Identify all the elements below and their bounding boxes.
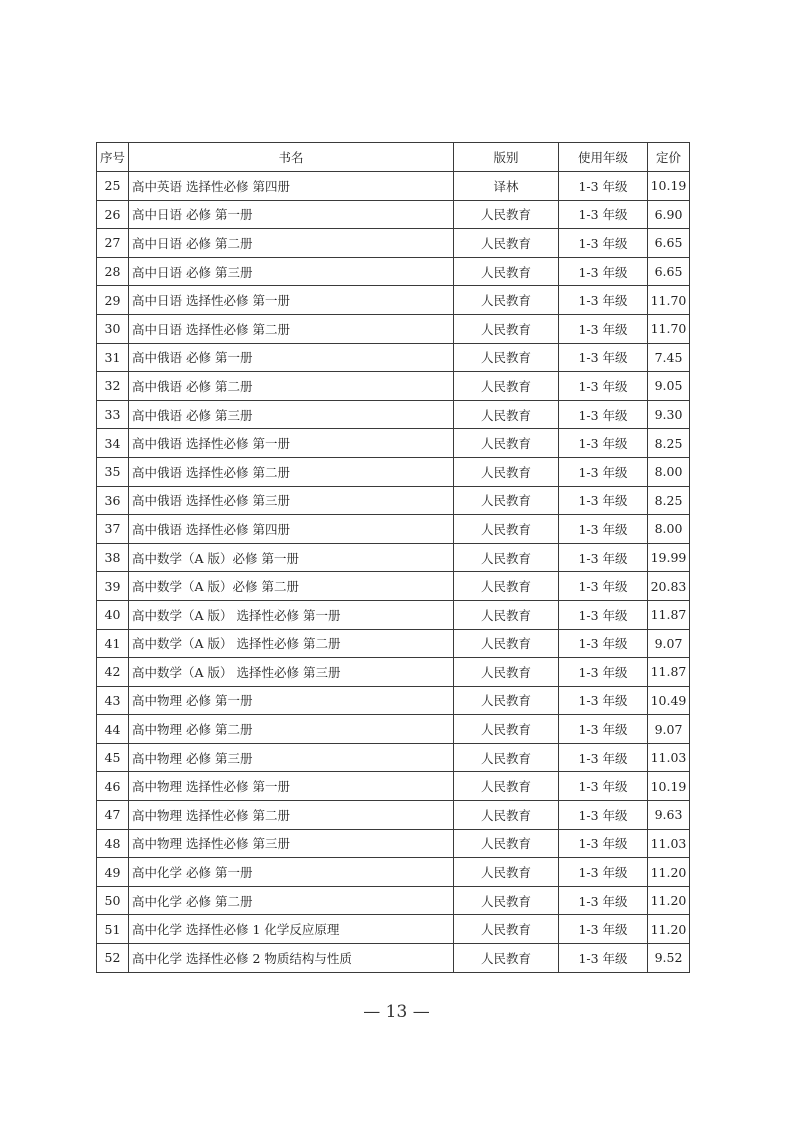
cell-publisher: 人民教育 xyxy=(454,543,559,572)
cell-seq: 31 xyxy=(97,343,129,372)
cell-title: 高中俄语 必修 第二册 xyxy=(129,372,454,401)
cell-price: 9.07 xyxy=(648,629,690,658)
cell-grade: 1-3 年级 xyxy=(559,801,648,830)
cell-grade: 1-3 年级 xyxy=(559,457,648,486)
header-publisher: 版别 xyxy=(454,143,559,172)
textbook-price-table xyxy=(96,142,690,973)
cell-publisher: 人民教育 xyxy=(454,715,559,744)
cell-price: 9.30 xyxy=(648,400,690,429)
cell-publisher: 人民教育 xyxy=(454,600,559,629)
cell-grade: 1-3 年级 xyxy=(559,286,648,315)
cell-publisher: 人民教育 xyxy=(454,944,559,973)
table-row xyxy=(97,801,690,830)
cell-title: 高中数学（A 版） 选择性必修 第三册 xyxy=(129,658,454,687)
cell-price: 8.00 xyxy=(648,515,690,544)
table-row xyxy=(97,886,690,915)
cell-price: 8.25 xyxy=(648,429,690,458)
table-row xyxy=(97,429,690,458)
cell-price: 6.65 xyxy=(648,229,690,258)
cell-publisher: 人民教育 xyxy=(454,429,559,458)
cell-grade: 1-3 年级 xyxy=(559,486,648,515)
cell-grade: 1-3 年级 xyxy=(559,886,648,915)
cell-grade: 1-3 年级 xyxy=(559,715,648,744)
cell-grade: 1-3 年级 xyxy=(559,686,648,715)
cell-grade: 1-3 年级 xyxy=(559,743,648,772)
cell-title: 高中化学 必修 第二册 xyxy=(129,886,454,915)
cell-title: 高中数学（A 版）必修 第一册 xyxy=(129,543,454,572)
page-number: — 13 — xyxy=(363,1002,430,1022)
cell-title: 高中俄语 选择性必修 第四册 xyxy=(129,515,454,544)
cell-seq: 51 xyxy=(97,915,129,944)
cell-publisher: 人民教育 xyxy=(454,457,559,486)
table-row xyxy=(97,486,690,515)
cell-publisher: 人民教育 xyxy=(454,858,559,887)
cell-price: 9.05 xyxy=(648,372,690,401)
cell-grade: 1-3 年级 xyxy=(559,229,648,258)
cell-publisher: 人民教育 xyxy=(454,257,559,286)
cell-price: 7.45 xyxy=(648,343,690,372)
cell-seq: 49 xyxy=(97,858,129,887)
cell-price: 11.87 xyxy=(648,658,690,687)
cell-grade: 1-3 年级 xyxy=(559,543,648,572)
cell-publisher: 人民教育 xyxy=(454,772,559,801)
cell-title: 高中化学 选择性必修 1 化学反应原理 xyxy=(129,915,454,944)
cell-publisher: 人民教育 xyxy=(454,915,559,944)
cell-title: 高中数学（A 版） 选择性必修 第一册 xyxy=(129,600,454,629)
cell-seq: 50 xyxy=(97,886,129,915)
cell-grade: 1-3 年级 xyxy=(559,343,648,372)
cell-title: 高中俄语 选择性必修 第三册 xyxy=(129,486,454,515)
table-row xyxy=(97,343,690,372)
cell-price: 11.03 xyxy=(648,743,690,772)
cell-seq: 45 xyxy=(97,743,129,772)
cell-seq: 30 xyxy=(97,314,129,343)
table-row xyxy=(97,286,690,315)
cell-title: 高中俄语 必修 第一册 xyxy=(129,343,454,372)
cell-seq: 36 xyxy=(97,486,129,515)
header-title: 书名 xyxy=(129,143,454,172)
table-row xyxy=(97,915,690,944)
cell-price: 11.20 xyxy=(648,915,690,944)
cell-price: 6.65 xyxy=(648,257,690,286)
table-row xyxy=(97,715,690,744)
cell-title: 高中化学 必修 第一册 xyxy=(129,858,454,887)
cell-price: 10.19 xyxy=(648,172,690,201)
cell-title: 高中物理 选择性必修 第三册 xyxy=(129,829,454,858)
cell-title: 高中日语 必修 第一册 xyxy=(129,200,454,229)
cell-seq: 34 xyxy=(97,429,129,458)
cell-title: 高中化学 选择性必修 2 物质结构与性质 xyxy=(129,944,454,973)
cell-publisher: 人民教育 xyxy=(454,486,559,515)
table-row xyxy=(97,658,690,687)
cell-title: 高中日语 选择性必修 第一册 xyxy=(129,286,454,315)
cell-grade: 1-3 年级 xyxy=(559,600,648,629)
cell-title: 高中物理 必修 第三册 xyxy=(129,743,454,772)
table-row xyxy=(97,772,690,801)
cell-title: 高中物理 必修 第一册 xyxy=(129,686,454,715)
cell-publisher: 人民教育 xyxy=(454,400,559,429)
cell-title: 高中英语 选择性必修 第四册 xyxy=(129,172,454,201)
cell-seq: 29 xyxy=(97,286,129,315)
cell-publisher: 人民教育 xyxy=(454,829,559,858)
cell-price: 9.52 xyxy=(648,944,690,973)
cell-price: 6.90 xyxy=(648,200,690,229)
cell-title: 高中日语 选择性必修 第二册 xyxy=(129,314,454,343)
cell-publisher: 译林 xyxy=(454,172,559,201)
cell-seq: 38 xyxy=(97,543,129,572)
cell-grade: 1-3 年级 xyxy=(559,944,648,973)
table-row xyxy=(97,457,690,486)
cell-grade: 1-3 年级 xyxy=(559,429,648,458)
cell-publisher: 人民教育 xyxy=(454,572,559,601)
cell-seq: 44 xyxy=(97,715,129,744)
cell-price: 11.70 xyxy=(648,286,690,315)
cell-price: 9.07 xyxy=(648,715,690,744)
cell-seq: 47 xyxy=(97,801,129,830)
cell-price: 8.00 xyxy=(648,457,690,486)
cell-title: 高中俄语 必修 第三册 xyxy=(129,400,454,429)
cell-price: 8.25 xyxy=(648,486,690,515)
table-row xyxy=(97,829,690,858)
cell-grade: 1-3 年级 xyxy=(559,372,648,401)
cell-publisher: 人民教育 xyxy=(454,372,559,401)
cell-seq: 32 xyxy=(97,372,129,401)
cell-grade: 1-3 年级 xyxy=(559,515,648,544)
cell-price: 10.19 xyxy=(648,772,690,801)
cell-seq: 37 xyxy=(97,515,129,544)
table-row xyxy=(97,629,690,658)
table-row xyxy=(97,686,690,715)
cell-seq: 25 xyxy=(97,172,129,201)
cell-title: 高中物理 选择性必修 第一册 xyxy=(129,772,454,801)
cell-publisher: 人民教育 xyxy=(454,200,559,229)
cell-publisher: 人民教育 xyxy=(454,743,559,772)
cell-publisher: 人民教育 xyxy=(454,686,559,715)
cell-grade: 1-3 年级 xyxy=(559,772,648,801)
cell-seq: 39 xyxy=(97,572,129,601)
cell-seq: 41 xyxy=(97,629,129,658)
cell-title: 高中俄语 选择性必修 第二册 xyxy=(129,457,454,486)
table-row xyxy=(97,372,690,401)
cell-price: 11.20 xyxy=(648,886,690,915)
cell-grade: 1-3 年级 xyxy=(559,400,648,429)
cell-price: 11.20 xyxy=(648,858,690,887)
table-row xyxy=(97,229,690,258)
cell-price: 11.87 xyxy=(648,600,690,629)
cell-price: 11.70 xyxy=(648,314,690,343)
cell-publisher: 人民教育 xyxy=(454,658,559,687)
cell-grade: 1-3 年级 xyxy=(559,915,648,944)
cell-title: 高中俄语 选择性必修 第一册 xyxy=(129,429,454,458)
cell-publisher: 人民教育 xyxy=(454,886,559,915)
cell-price: 19.99 xyxy=(648,543,690,572)
cell-seq: 46 xyxy=(97,772,129,801)
cell-seq: 28 xyxy=(97,257,129,286)
table-header-row xyxy=(97,143,690,172)
table-row xyxy=(97,743,690,772)
table-row xyxy=(97,200,690,229)
cell-publisher: 人民教育 xyxy=(454,286,559,315)
cell-grade: 1-3 年级 xyxy=(559,658,648,687)
cell-price: 9.63 xyxy=(648,801,690,830)
table-row xyxy=(97,572,690,601)
cell-publisher: 人民教育 xyxy=(454,229,559,258)
cell-seq: 33 xyxy=(97,400,129,429)
table-row xyxy=(97,515,690,544)
table-body xyxy=(97,172,690,973)
cell-publisher: 人民教育 xyxy=(454,343,559,372)
cell-seq: 43 xyxy=(97,686,129,715)
cell-publisher: 人民教育 xyxy=(454,515,559,544)
header-grade: 使用年级 xyxy=(559,143,648,172)
cell-seq: 26 xyxy=(97,200,129,229)
cell-seq: 40 xyxy=(97,600,129,629)
cell-title: 高中日语 必修 第三册 xyxy=(129,257,454,286)
header-price: 定价 xyxy=(648,143,690,172)
cell-title: 高中数学（A 版）必修 第二册 xyxy=(129,572,454,601)
cell-price: 11.03 xyxy=(648,829,690,858)
cell-grade: 1-3 年级 xyxy=(559,257,648,286)
cell-seq: 27 xyxy=(97,229,129,258)
cell-title: 高中数学（A 版） 选择性必修 第二册 xyxy=(129,629,454,658)
cell-title: 高中物理 必修 第二册 xyxy=(129,715,454,744)
cell-publisher: 人民教育 xyxy=(454,629,559,658)
cell-seq: 35 xyxy=(97,457,129,486)
cell-title: 高中物理 选择性必修 第二册 xyxy=(129,801,454,830)
cell-grade: 1-3 年级 xyxy=(559,829,648,858)
cell-publisher: 人民教育 xyxy=(454,801,559,830)
cell-grade: 1-3 年级 xyxy=(559,629,648,658)
table-row xyxy=(97,314,690,343)
table-row xyxy=(97,257,690,286)
cell-seq: 52 xyxy=(97,944,129,973)
cell-price: 10.49 xyxy=(648,686,690,715)
cell-seq: 42 xyxy=(97,658,129,687)
cell-grade: 1-3 年级 xyxy=(559,572,648,601)
cell-price: 20.83 xyxy=(648,572,690,601)
table-row xyxy=(97,400,690,429)
table-row xyxy=(97,543,690,572)
table-row xyxy=(97,172,690,201)
cell-title: 高中日语 必修 第二册 xyxy=(129,229,454,258)
cell-grade: 1-3 年级 xyxy=(559,172,648,201)
cell-publisher: 人民教育 xyxy=(454,314,559,343)
table-row xyxy=(97,600,690,629)
table-row xyxy=(97,858,690,887)
cell-grade: 1-3 年级 xyxy=(559,314,648,343)
cell-seq: 48 xyxy=(97,829,129,858)
cell-grade: 1-3 年级 xyxy=(559,858,648,887)
cell-grade: 1-3 年级 xyxy=(559,200,648,229)
header-seq: 序号 xyxy=(97,143,129,172)
table-row xyxy=(97,944,690,973)
